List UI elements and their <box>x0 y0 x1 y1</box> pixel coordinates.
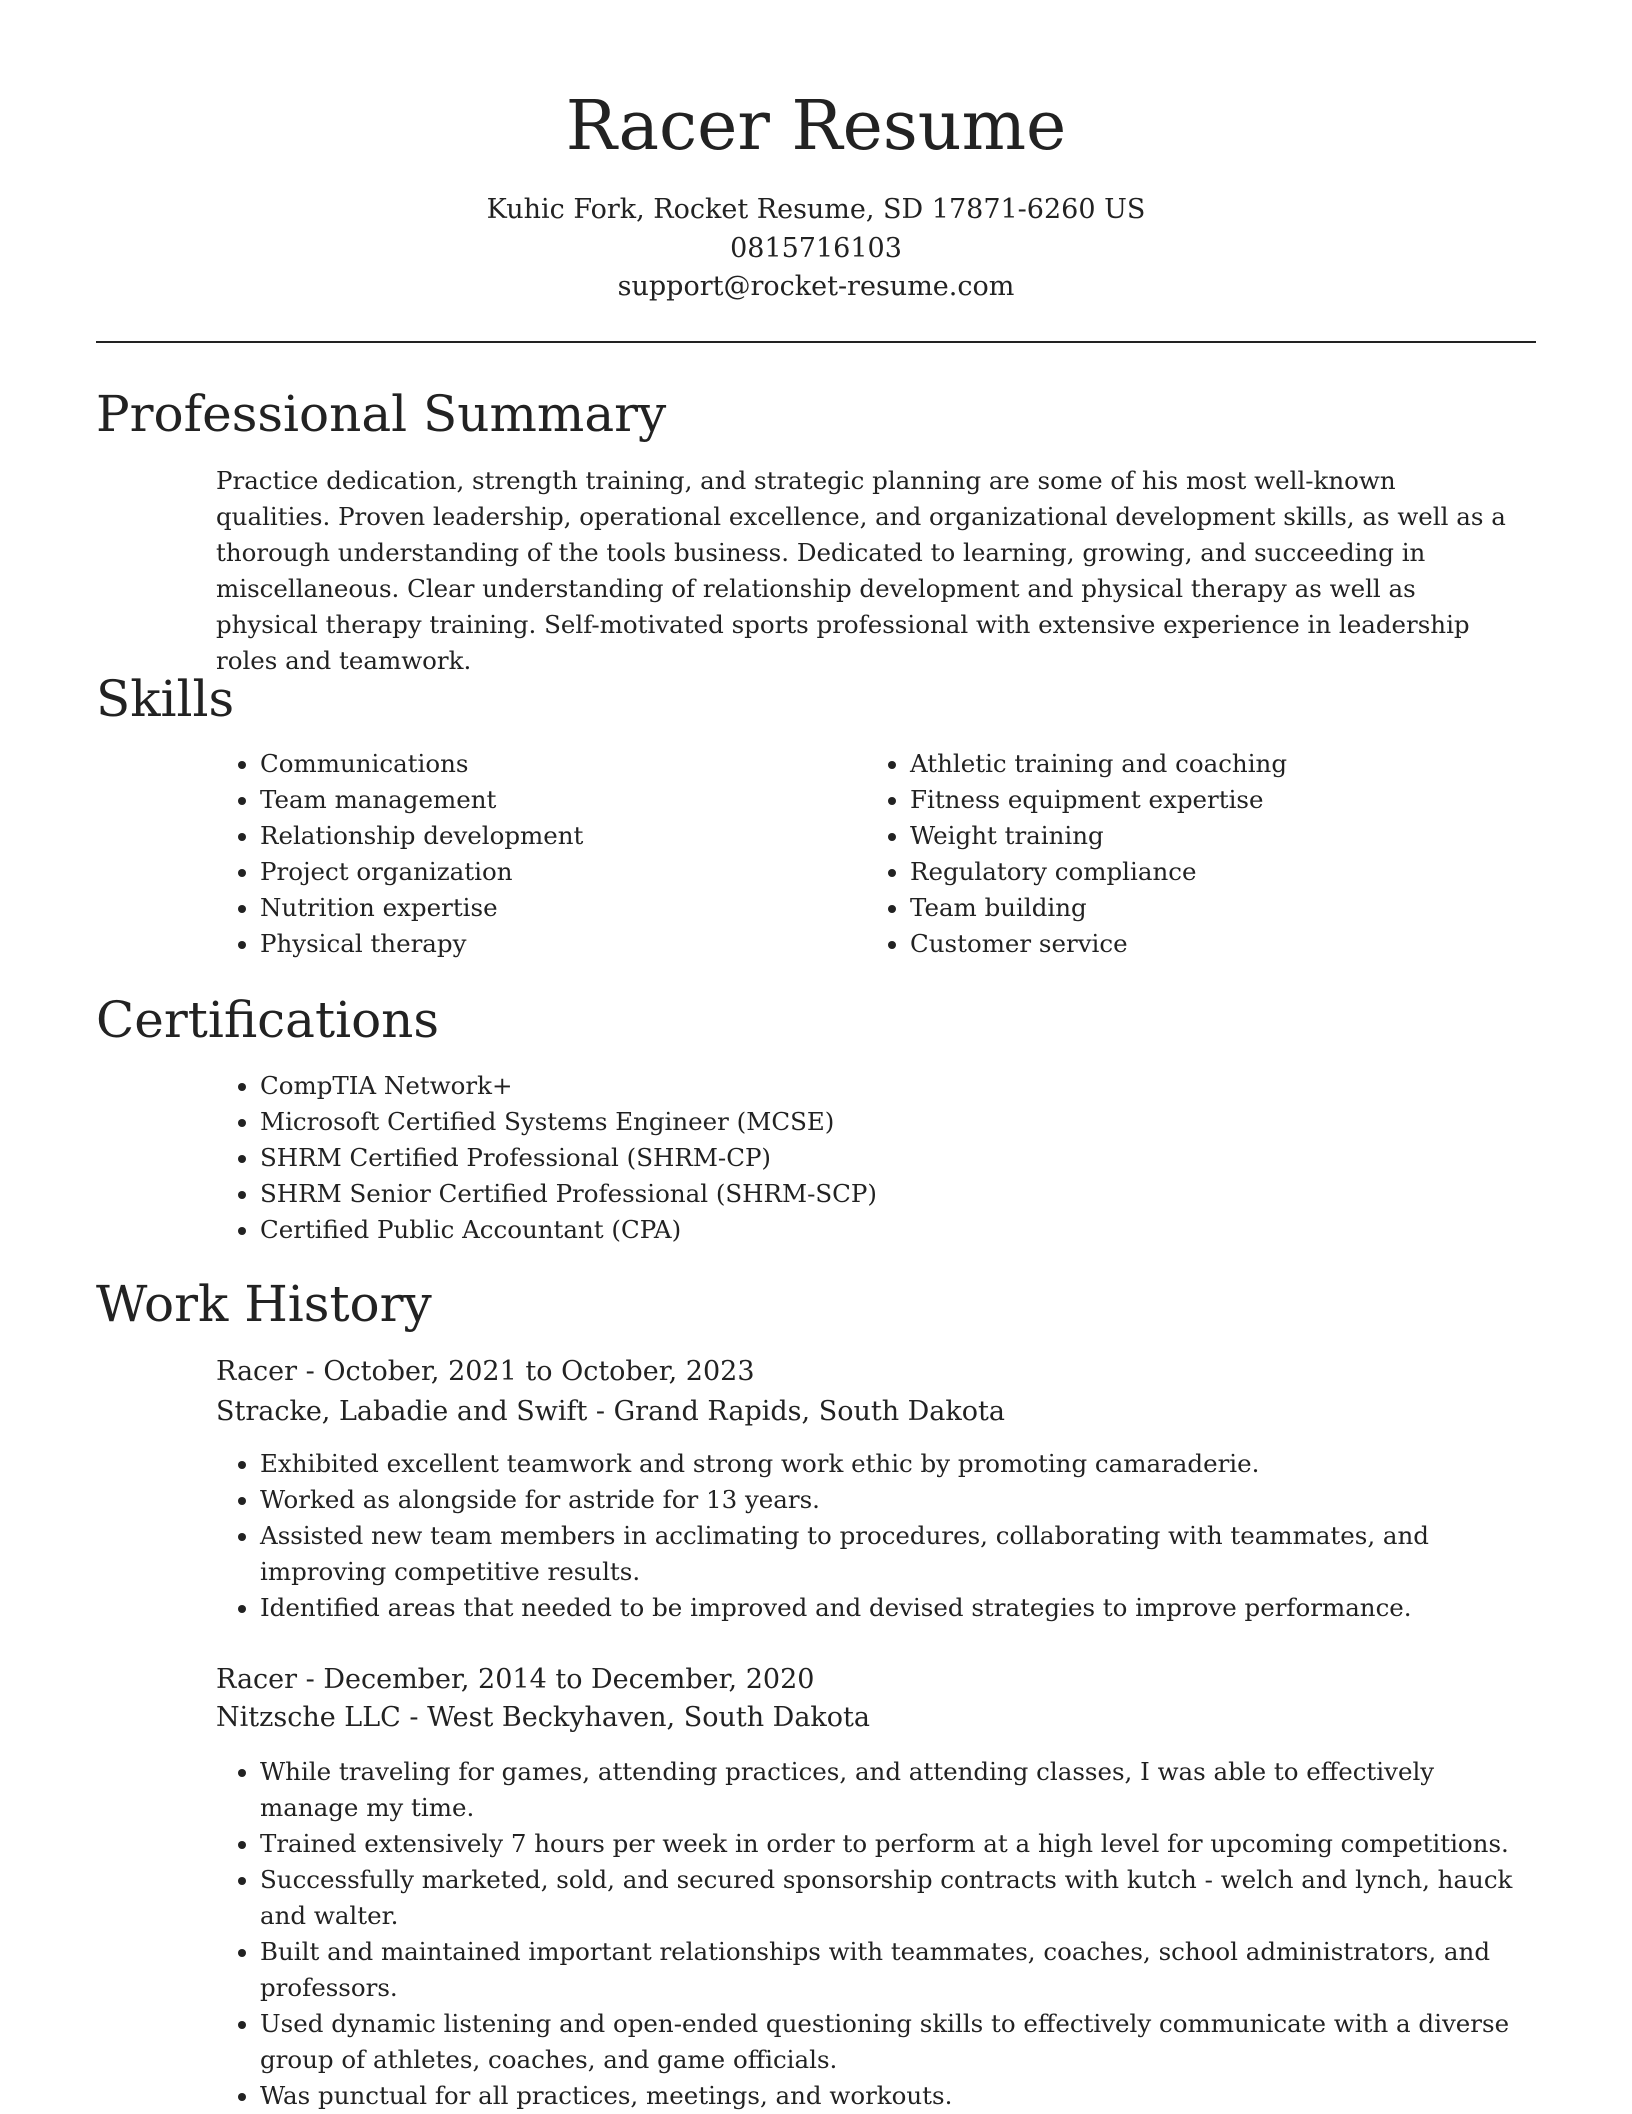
job-bullet: • Worked as alongside for astride for 13 years. <box>260 1482 1540 1518</box>
certification-item: • SHRM Certified Professional (SHRM-CP) <box>260 1140 1460 1176</box>
skill-item: • Customer service <box>910 926 1510 962</box>
job-bullet: • Exhibited excellent teamwork and strong work ethic by promoting camaraderie. <box>260 1446 1540 1482</box>
header-divider <box>96 341 1536 343</box>
skill-item: • Weight training <box>910 818 1510 854</box>
skill-item: • Relationship development <box>260 818 820 854</box>
job-dates: - October, 2021 to October, 2023 <box>297 1356 755 1387</box>
contact-email: support@rocket-resume.com <box>617 271 1015 302</box>
job-title: Racer <box>216 1356 298 1387</box>
job-bullet: • Identified areas that needed to be improved and devised strategies to improve performance. <box>260 1590 1540 1626</box>
job-company: Stracke, Labadie and Swift <box>216 1396 588 1427</box>
skill-item: • Fitness equipment expertise <box>910 782 1510 818</box>
summary-text: Practice dedication, strength training, and strategic planning are some of his most well-known qualities. Proven leadership, operational excellence, and organizational development skills, as well as a thorough understanding of the tools business. Dedicated to learning, growing, and succeeding in miscellaneous. Clear understanding of relationship development and physical therapy as well as physical therapy training. Self-motivated sports professional with extensive experience in leadership roles and teamwork. <box>216 466 1506 675</box>
job-location: - West Beckyhaven, South Dakota <box>400 1702 870 1733</box>
job-bullet: • Assisted new team members in acclimating to procedures, collaborating with teammates, and improving competitive results. <box>260 1518 1540 1590</box>
skill-item: • Project organization <box>260 854 820 890</box>
resume-name: Racer Resume <box>565 87 1067 166</box>
certification-item: • SHRM Senior Certified Professional (SHRM-SCP) <box>260 1176 1460 1212</box>
job-title-line <box>216 1352 755 1392</box>
job-title: Racer <box>216 1664 298 1695</box>
job-bullet: • Trained extensively 7 hours per week in order to perform at a high level for upcoming competitions. <box>260 1826 1540 1862</box>
contact-phone: 0815716103 <box>730 233 902 264</box>
skill-item: • Team building <box>910 890 1510 926</box>
skill-item: • Physical therapy <box>260 926 820 962</box>
contact-address: Kuhic Fork, Rocket Resume, SD 17871-6260 US <box>486 194 1146 225</box>
certification-item: • Certified Public Accountant (CPA) <box>260 1212 1460 1248</box>
certification-item: • Microsoft Certified Systems Engineer (MCSE) <box>260 1104 1460 1140</box>
summary-heading: Professional Summary <box>96 385 667 443</box>
job-bullet: • Successfully marketed, sold, and secured sponsorship contracts with kutch - welch and lynch, hauck and walter. <box>260 1862 1540 1934</box>
job-bullets <box>216 1754 1540 2114</box>
job-company-line <box>216 1392 1005 1432</box>
certification-item: • CompTIA Network+ <box>260 1068 1460 1104</box>
skills-heading: Skills <box>96 670 235 728</box>
skills-list-left <box>216 746 820 962</box>
job-bullets <box>216 1446 1540 1626</box>
skills-list-right <box>866 746 1510 962</box>
job-company-line <box>216 1698 870 1738</box>
job-bullet: • Was punctual for all practices, meetings, and workouts. <box>260 2078 1540 2114</box>
certifications-list <box>216 1068 1460 1248</box>
work-history-heading: Work History <box>96 1275 432 1333</box>
job-company: Nitzsche LLC <box>216 1702 401 1733</box>
skill-item: • Regulatory compliance <box>910 854 1510 890</box>
skill-item: • Team management <box>260 782 820 818</box>
job-dates: - December, 2014 to December, 2020 <box>297 1664 815 1695</box>
job-bullet: • Built and maintained important relationships with teammates, coaches, school administrators, and professors. <box>260 1934 1540 2006</box>
certifications-heading: Certifications <box>96 991 440 1049</box>
job-bullet: • Used dynamic listening and open-ended questioning skills to effectively communicate with a diverse group of athletes, coaches, and game officials. <box>260 2006 1540 2078</box>
skill-item: • Communications <box>260 746 820 782</box>
job-location: - Grand Rapids, South Dakota <box>587 1396 1005 1427</box>
job-bullet: • While traveling for games, attending practices, and attending classes, I was able to effectively manage my time. <box>260 1754 1540 1826</box>
job-title-line <box>216 1660 814 1700</box>
skill-item: • Nutrition expertise <box>260 890 820 926</box>
skill-item: • Athletic training and coaching <box>910 746 1510 782</box>
